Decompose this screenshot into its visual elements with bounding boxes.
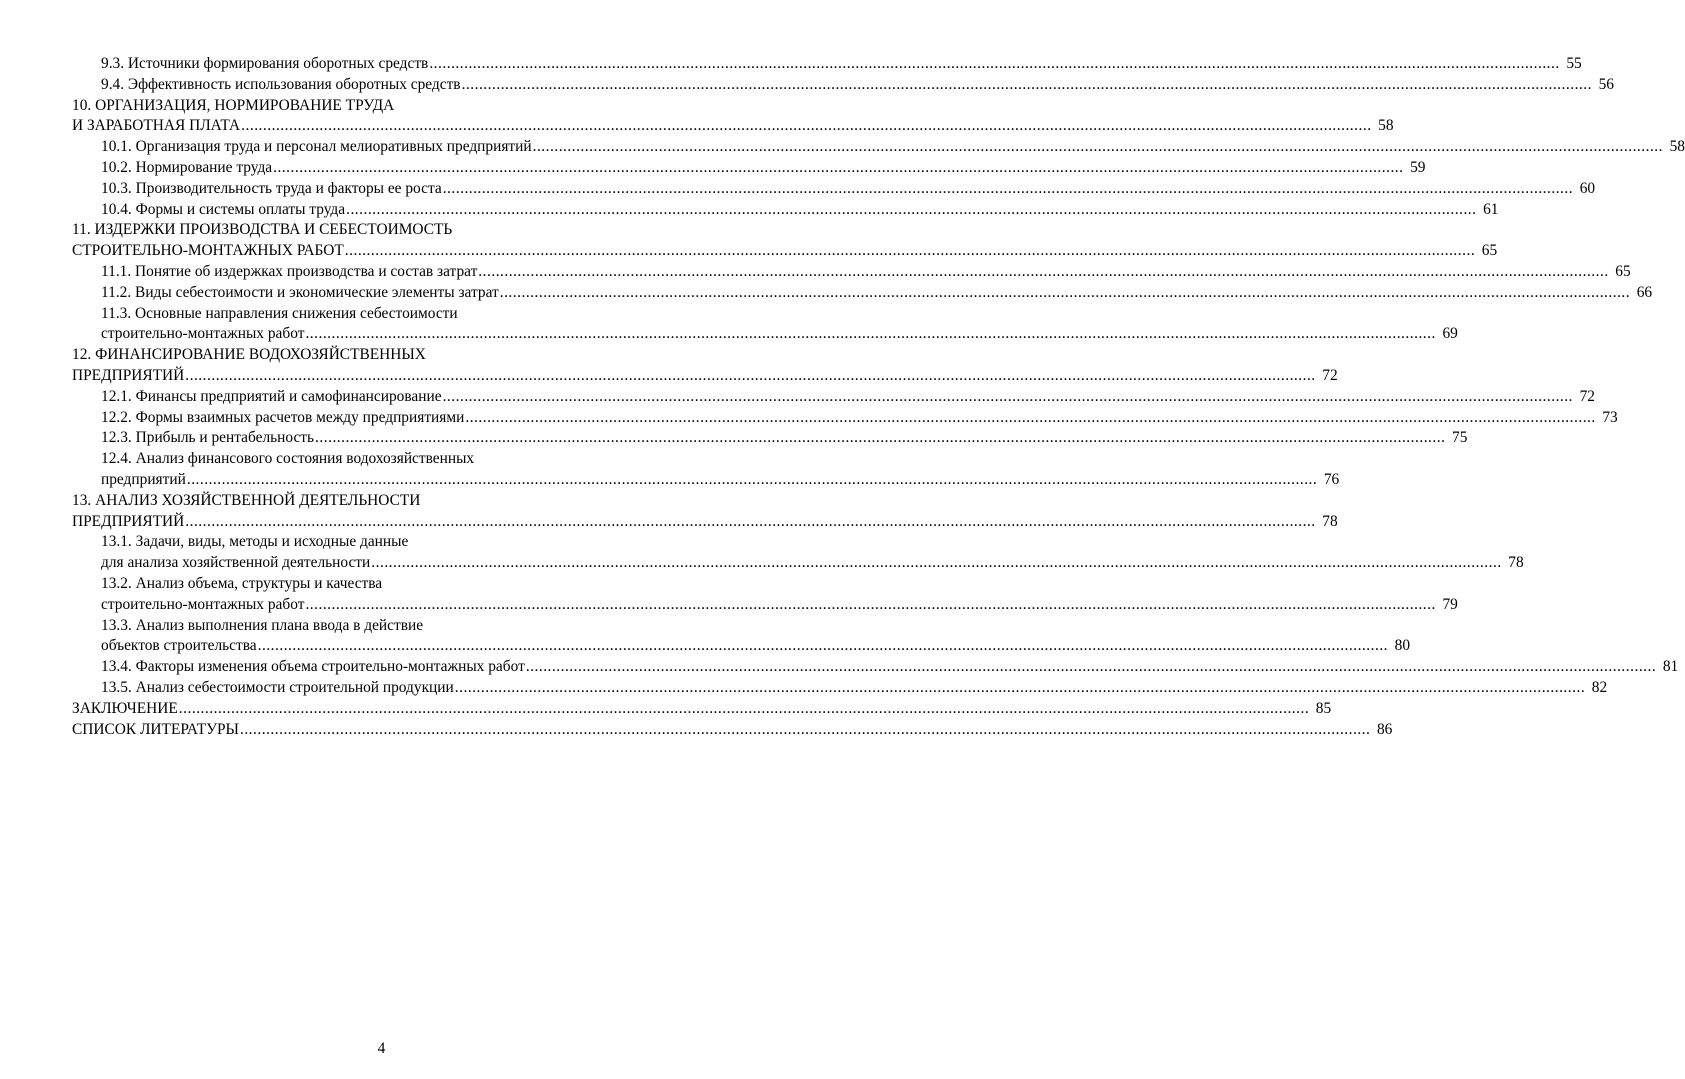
toc-line [101,428,1468,449]
toc-entry-title: 12. ФИНАНСИРОВАНИЕ ВОДОХОЗЯЙСТВЕННЫХ [72,346,426,364]
toc-page-number: 65 [1481,242,1498,260]
toc-entry-title: 9.4. Эффективность использования оборотных средств [101,75,461,93]
toc-entry-title: 11.1. Понятие об издержках производства и состав затрат [101,262,478,280]
toc-section[interactable] [72,54,1582,75]
toc-line [72,720,1393,741]
toc-section[interactable] [72,574,1458,616]
toc-line [101,387,1595,408]
toc-leader-dots [443,387,1573,408]
toc-line [101,553,1524,574]
toc-entry-title: 13. АНАЛИЗ ХОЗЯЙСТВЕННОЙ ДЕЯТЕЛЬНОСТИ [72,491,421,509]
toc-line [72,491,692,512]
toc-page-number: 58 [1669,138,1685,156]
toc-leader-dots [305,595,1435,616]
toc-page-number: 69 [1442,325,1458,343]
toc-section[interactable] [72,678,1608,699]
toc-page-number: 85 [1315,699,1332,717]
toc-entry-title: 11. ИЗДЕРЖКИ ПРОИЗВОДСТВА И СЕБЕСТОИМОСТЬ [72,221,453,239]
toc-leader-dots [500,283,1630,304]
toc-page-number: 78 [1508,554,1524,572]
toc-entry-title: 11.3. Основные направления снижения себестоимости [101,304,458,322]
toc-leader-dots [240,720,1370,741]
toc-chapter[interactable] [72,491,1338,533]
toc-line [101,324,1458,345]
toc-entry-title: 10.3. Производительность труда и факторы ее роста [101,179,442,197]
toc-line [101,595,1458,616]
toc-entry-title: 10.2. Нормирование труда [101,158,273,176]
toc-page-number: 81 [1662,658,1679,676]
toc-page-number: 80 [1394,637,1411,655]
toc-entry-title: объектов строительства [101,637,257,655]
toc-section[interactable] [72,283,1653,304]
toc-leader-dots [179,699,1309,720]
toc-section[interactable] [72,532,1524,574]
toc-entry-title: 10. ОРГАНИЗАЦИЯ, НОРМИРОВАНИЕ ТРУДА [72,96,395,114]
toc-line [101,408,1618,429]
toc-section[interactable] [72,387,1595,408]
toc-leader-dots [241,116,1371,137]
toc-line [101,636,1411,657]
page-number: 4 [377,1040,386,1057]
toc-page-number: 56 [1598,75,1614,93]
toc-line [72,366,1338,387]
toc-page-number: 82 [1591,678,1608,696]
toc-leader-dots [478,262,1608,283]
toc-leader-dots [429,54,1559,75]
toc-page-number: 58 [1378,117,1394,135]
toc-entry-title: 10.4. Формы и системы оплаты труда [101,200,346,218]
toc-line [72,220,692,241]
toc-entry-title: И ЗАРАБОТНАЯ ПЛАТА [72,117,241,135]
toc-leader-dots [346,200,1476,221]
toc-section[interactable] [72,262,1631,283]
toc-section[interactable] [72,449,1340,491]
toc-entry-title: 12.1. Финансы предприятий и самофинансирование [101,387,442,405]
toc-page-number: 66 [1636,283,1653,301]
toc-entry-title: 12.2. Формы взаимных расчетов между предприятиями [101,408,465,426]
toc-leader-dots [305,324,1435,345]
toc-entry-title: ПРЕДПРИЯТИЙ [72,512,185,530]
toc-leader-dots [187,470,1317,491]
toc-leader-dots [185,366,1315,387]
toc-line [101,449,692,470]
toc-leader-dots [345,241,1475,262]
toc-line [101,158,1426,179]
toc-page-number: 76 [1323,470,1340,488]
toc-leader-dots [315,428,1445,449]
toc-line [101,574,692,595]
toc-entry-title: 13.2. Анализ объема, структуры и качества [101,574,383,592]
toc-leader-dots [443,179,1573,200]
toc-line [101,137,1685,158]
toc-leader-dots [258,636,1388,657]
toc-section[interactable] [72,657,1679,678]
toc-page-number: 72 [1322,366,1338,384]
toc-line [72,345,692,366]
toc-entry-title: строительно-монтажных работ [101,595,305,613]
toc-leader-dots [455,678,1585,699]
toc-section[interactable] [72,616,1411,658]
toc-line [72,512,1338,533]
toc-chapter[interactable] [72,345,1338,387]
toc-section[interactable] [72,137,1685,158]
toc-leader-dots [465,408,1595,429]
toc-chapter[interactable] [72,699,1332,720]
toc-entry-title: 12.3. Прибыль и рентабельность [101,429,315,447]
toc-page-number: 79 [1442,595,1458,613]
toc-section[interactable] [72,158,1426,179]
toc-section[interactable] [72,408,1618,429]
toc-entry-title: 13.1. Задачи, виды, методы и исходные данные [101,533,409,551]
toc-line [72,116,1394,137]
toc-leader-dots [533,137,1663,158]
toc-line [101,75,1614,96]
toc-leader-dots [462,75,1592,96]
toc-chapter[interactable] [72,220,1498,262]
toc-entry-title: 9.3. Источники формирования оборотных средств [101,55,429,72]
toc-line [101,304,692,325]
toc-line [72,241,1498,262]
toc-page-number: 61 [1483,200,1499,218]
toc-page-number: 60 [1579,179,1596,197]
toc-entry-title: предприятий [101,470,186,488]
toc-section[interactable] [72,428,1468,449]
toc-entry-title: строительно-монтажных работ [101,325,305,343]
toc-section[interactable] [72,200,1499,221]
toc-section[interactable] [72,75,1614,96]
toc-page-number: 59 [1410,158,1426,176]
toc-leader-dots [526,657,1656,678]
toc-line [101,616,692,637]
table-of-contents [72,54,1685,740]
toc-line [72,699,1332,720]
toc-line [101,179,1596,200]
toc-page-number: 78 [1322,512,1338,530]
toc-page-number: 55 [1566,55,1582,72]
toc-line [101,470,1340,491]
toc-entry-title: 12.4. Анализ финансового состояния водохозяйственных [101,450,475,468]
toc-chapter[interactable] [72,96,1394,138]
toc-line [101,283,1653,304]
toc-entry-title: 13.5. Анализ себестоимости строительной продукции [101,678,454,696]
toc-entry-title: 13.4. Факторы изменения объема строительно-монтажных работ [101,658,525,676]
toc-line [101,262,1631,283]
toc-entry-title: СТРОИТЕЛЬНО-МОНТАЖНЫХ РАБОТ [72,242,344,260]
toc-page-number: 75 [1452,429,1468,447]
toc-chapter[interactable] [72,720,1393,741]
toc-line [101,657,1679,678]
toc-entry-title: 11.2. Виды себестоимости и экономические элементы затрат [101,283,499,301]
toc-page-number: 72 [1579,387,1595,405]
toc-page-number: 73 [1602,408,1618,426]
toc-leader-dots [185,512,1315,533]
toc-entry-title: ЗАКЛЮЧЕНИЕ [72,699,178,717]
toc-entry-title: для анализа хозяйственной деятельности [101,554,371,572]
toc-line [101,532,692,553]
toc-line [101,54,1582,75]
toc-leader-dots [371,553,1501,574]
toc-section[interactable] [72,304,1458,346]
toc-entry-title: 13.3. Анализ выполнения плана ввода в действие [101,616,424,634]
toc-line [101,678,1608,699]
toc-entry-title: 10.1. Организация труда и персонал мелиоративных предприятий [101,138,532,156]
toc-section[interactable] [72,179,1596,200]
toc-entry-title: СПИСОК ЛИТЕРАТУРЫ [72,720,239,738]
toc-leader-dots [273,158,1403,179]
toc-page-number: 65 [1615,262,1631,280]
toc-page-number: 86 [1376,720,1393,738]
toc-line [101,200,1499,221]
toc-entry-title: ПРЕДПРИЯТИЙ [72,366,185,384]
toc-line [72,96,692,117]
